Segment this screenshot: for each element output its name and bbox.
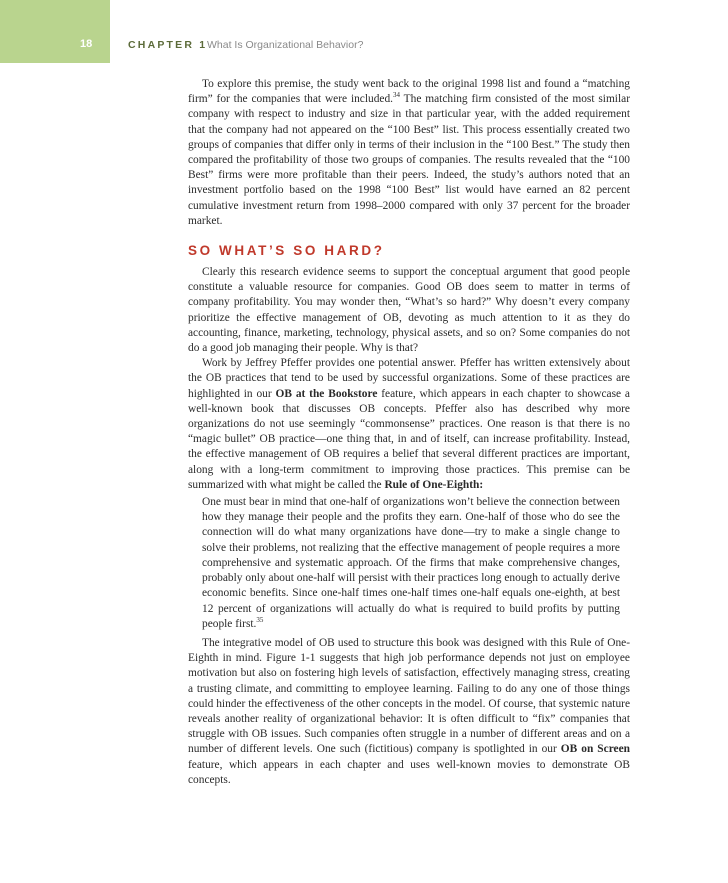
feature-name-bookstore: OB at the Bookstore (275, 387, 378, 400)
paragraph-integrative-model: The integrative model of OB used to structure this book was designed with this Rule of One-Eighth in mind. Figure 1-1 suggests that high job performance depends not just on employee motivation but also on fostering high levels of satisfaction, effectively managing stress, creating a trusting climate, and committing to employee learning. Failing to do any one of those things could hinder the effectiveness of the other concepts in the model. Of course, that systemic nature reveals another reality of organizational behavior: It is often difficult to “fix” companies that struggle with OB issues. Such companies often struggle in a number of different areas and on a number of different levels. One such (fictitious) company is spotlighted in our OB on Screen feature, which appears in each chapter and uses well-known movies to demonstrate OB concepts. (188, 636, 630, 786)
footnote-marker: 34 (393, 91, 401, 100)
page-number-tab (0, 0, 110, 63)
block-quote (202, 493, 620, 632)
paragraph-so-whats-hard: Clearly this research evidence seems to support the conceptual argument that good people constitute a valuable resource for companies. Good OB does seem to matter in terms of company profitability. You may wonder then, “What’s so hard?” Why doesn’t every company prioritize the effective management of OB, devoting as much attention to it as they do accounting, finance, marketing, technology, physical assets, and so on? Some companies do not do a good job managing their people. Why is that? (188, 266, 630, 355)
page-body (188, 77, 630, 788)
chapter-title: What Is Organizational Behavior? (207, 39, 364, 51)
quote-text: One must bear in mind that one-half of organizations won’t believe the connection between how they manage their people and the profits they earn. One-half of those who do see the connection will do what many organizations have done—try to make a single change to solve their problems, not realizing that the effective management of people requires a more comprehensive and systematic approach. Of the firms that make comprehensive changes, probably only about one-half will persist with their practices long enough to actually derive economic benefits. Since one-half times one-half times one-half equals one-eighth, at best 12 percent of organizations will actually do what is required to build profits by putting people first.$^{35}$ (202, 496, 620, 630)
footnote-marker: 35 (256, 615, 264, 624)
page-header (0, 0, 728, 64)
section-heading: SO WHAT’S SO HARD? (188, 243, 385, 259)
page-number: 18 (80, 38, 93, 50)
paragraph-pfeffer: Work by Jeffrey Pfeffer provides one potential answer. Pfeffer has written extensively about the OB practices that tend to be used by successful organizations. Some of these practices are highlighted in our OB at the Bookstore feature, which appears in each chapter to showcase a well-known book that discusses OB concepts. Pfeffer also has described why more organizations do not use seemingly “commonsense” practices. One reason is that there is no “magic bullet” OB practice—one thing that, in and of itself, can increase profitability. Instead, the effective management of OB requires a belief that several different practices are important, along with a long-term commitment to improving those practices. This premise can be summarized with what might be called the Rule of One-Eighth: (188, 357, 630, 491)
feature-name-ob-on-screen: OB on Screen (560, 743, 630, 756)
paragraph-premise: To explore this premise, the study went back to the original 1998 list and found a “matching firm” for the companies that were included.$^{34}$ The matching firm consisted of the most similar company with respect to industry and size in that particular year, with the added requirement that the company had not appeared on the “100 Best” list. This process essentially created two groups of companies that differ only in terms of their inclusion in the “100 Best.” The study then compared the profitability of those two groups of companies. The results revealed that the “100 Best” firms were more profitable than their peers. Indeed, the study’s authors noted that an investment portfolio based on the 1998 “100 Best” list would have earned an 82 percent cumulative investment return from 1998–2000 compared with only 37 percent for the broader market. (188, 78, 630, 227)
rule-of-one-eighth: Rule of One-Eighth: (384, 478, 484, 491)
chapter-label: CHAPTER 1 (128, 39, 208, 51)
